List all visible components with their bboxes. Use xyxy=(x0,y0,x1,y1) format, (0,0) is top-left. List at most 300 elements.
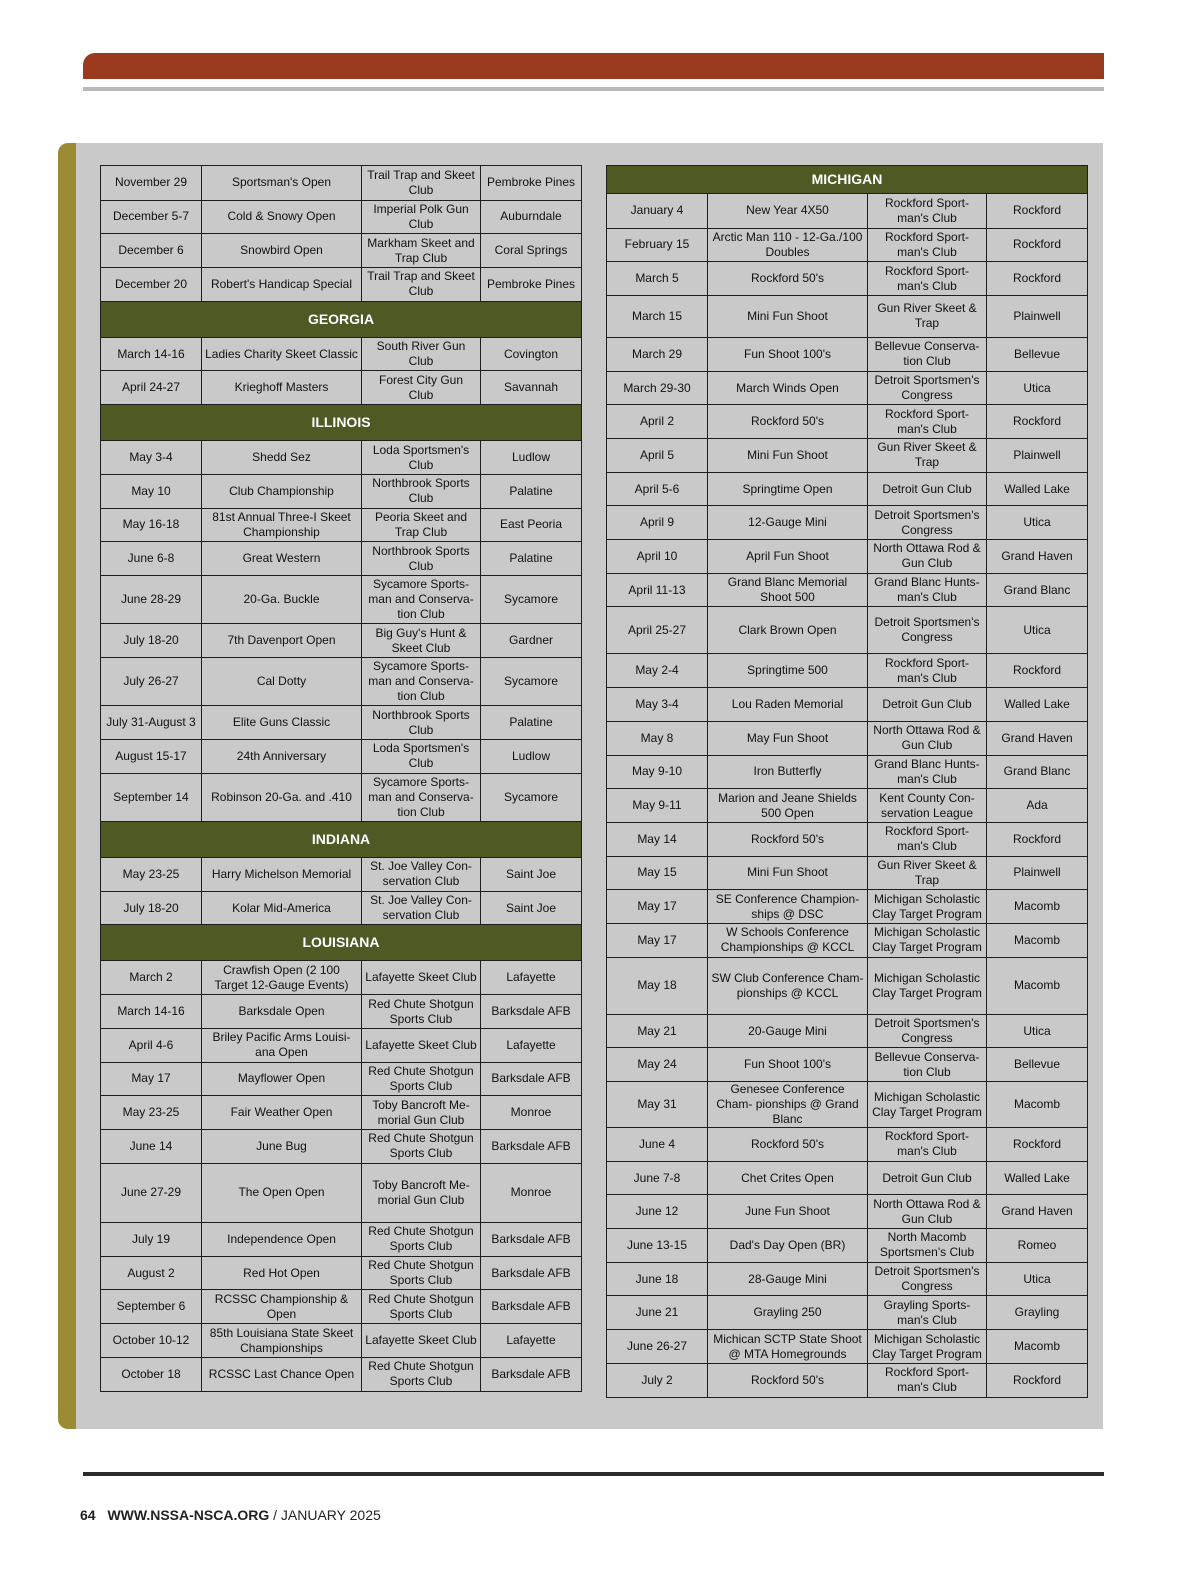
event-club: Imperial Polk Gun Club xyxy=(362,200,481,234)
event-date: March 2 xyxy=(101,961,202,995)
event-date: November 29 xyxy=(101,166,202,201)
event-club: Northbrook Sports Club xyxy=(362,474,481,508)
event-name: Red Hot Open xyxy=(202,1256,362,1290)
event-row xyxy=(101,575,582,623)
event-row xyxy=(101,1290,582,1324)
event-city: Savannah xyxy=(481,371,582,405)
event-club: Detroit Gun Club xyxy=(868,688,987,722)
event-city: Utica xyxy=(987,371,1088,405)
event-city: Macomb xyxy=(987,1082,1088,1128)
event-row xyxy=(607,472,1088,506)
event-club: Bellevue Conserva- tion Club xyxy=(868,1048,987,1082)
event-date: March 14-16 xyxy=(101,337,202,371)
event-club: North Macomb Sportsmen's Club xyxy=(868,1229,987,1263)
event-name: Arctic Man 110 - 12-Ga./100 Doubles xyxy=(708,228,868,262)
event-date: May 15 xyxy=(607,856,708,890)
event-name: New Year 4X50 xyxy=(708,194,868,229)
event-row xyxy=(607,1229,1088,1263)
event-city: Coral Springs xyxy=(481,234,582,268)
event-date: July 26-27 xyxy=(101,657,202,705)
event-name: Springtime Open xyxy=(708,472,868,506)
event-name: Mayflower Open xyxy=(202,1062,362,1096)
schedule-table-right xyxy=(606,165,1088,1398)
event-row xyxy=(101,1256,582,1290)
event-city: Plainwell xyxy=(987,295,1088,337)
event-row xyxy=(607,654,1088,688)
event-name: Robinson 20-Ga. and .410 xyxy=(202,773,362,821)
event-city: Sycamore xyxy=(481,575,582,623)
event-date: January 4 xyxy=(607,194,708,229)
event-club: North Ottawa Rod & Gun Club xyxy=(868,721,987,755)
event-club: Grand Blanc Hunts- man's Club xyxy=(868,573,987,607)
state-header-row xyxy=(101,821,582,857)
event-club: Loda Sportsmen's Club xyxy=(362,441,481,475)
event-club: Michigan Scholastic Clay Target Program xyxy=(868,957,987,1014)
issue-date: / JANUARY 2025 xyxy=(273,1507,381,1523)
event-date: June 28-29 xyxy=(101,575,202,623)
event-club: Rockford Sport- man's Club xyxy=(868,1363,987,1397)
event-city: Barksdale AFB xyxy=(481,1290,582,1324)
event-date: May 3-4 xyxy=(607,688,708,722)
event-date: June 21 xyxy=(607,1296,708,1330)
event-city: Ada xyxy=(987,789,1088,823)
event-city: Barksdale AFB xyxy=(481,1357,582,1391)
event-club: Michigan Scholastic Clay Target Program xyxy=(868,1330,987,1364)
event-date: December 5-7 xyxy=(101,200,202,234)
event-date: August 15-17 xyxy=(101,739,202,773)
state-name: INDIANA xyxy=(101,821,582,857)
event-date: April 5-6 xyxy=(607,472,708,506)
state-header-row xyxy=(101,405,582,441)
event-row xyxy=(607,371,1088,405)
event-row xyxy=(607,957,1088,1014)
event-date: May 16-18 xyxy=(101,508,202,542)
event-name: Robert's Handicap Special xyxy=(202,267,362,301)
event-row xyxy=(101,773,582,821)
state-header-row xyxy=(101,301,582,337)
event-name: 20-Gauge Mini xyxy=(708,1014,868,1048)
event-name: 81st Annual Three-I Skeet Championship xyxy=(202,508,362,542)
event-date: October 18 xyxy=(101,1357,202,1391)
event-city: Sycamore xyxy=(481,773,582,821)
event-name: W Schools Conference Championships @ KCCL xyxy=(708,923,868,957)
event-club: Trail Trap and Skeet Club xyxy=(362,166,481,201)
event-city: Pembroke Pines xyxy=(481,267,582,301)
event-row xyxy=(101,858,582,892)
event-name: Fair Weather Open xyxy=(202,1096,362,1130)
event-row xyxy=(101,441,582,475)
event-name: RCSSC Championship & Open xyxy=(202,1290,362,1324)
event-row xyxy=(101,474,582,508)
event-name: May Fun Shoot xyxy=(708,721,868,755)
event-name: Mini Fun Shoot xyxy=(708,295,868,337)
event-name: Snowbird Open xyxy=(202,234,362,268)
event-row xyxy=(101,508,582,542)
event-city: Monroe xyxy=(481,1163,582,1223)
event-city: Palatine xyxy=(481,706,582,740)
event-name: Dad's Day Open (BR) xyxy=(708,1229,868,1263)
event-club: Gun River Skeet & Trap xyxy=(868,439,987,473)
event-row xyxy=(101,371,582,405)
event-row xyxy=(101,1324,582,1358)
event-name: Rockford 50's xyxy=(708,405,868,439)
event-row xyxy=(607,1048,1088,1082)
event-city: Utica xyxy=(987,1262,1088,1296)
event-club: Toby Bancroft Me- morial Gun Club xyxy=(362,1163,481,1223)
event-row xyxy=(607,1296,1088,1330)
event-date: April 10 xyxy=(607,540,708,574)
event-date: May 14 xyxy=(607,822,708,856)
event-name: Grand Blanc Memorial Shoot 500 xyxy=(708,573,868,607)
event-row xyxy=(101,200,582,234)
event-row xyxy=(101,961,582,995)
event-city: Utica xyxy=(987,1014,1088,1048)
event-club: Lafayette Skeet Club xyxy=(362,961,481,995)
event-date: June 6-8 xyxy=(101,542,202,576)
event-club: Gun River Skeet & Trap xyxy=(868,856,987,890)
event-name: Springtime 500 xyxy=(708,654,868,688)
event-club: Markham Skeet and Trap Club xyxy=(362,234,481,268)
event-date: April 24-27 xyxy=(101,371,202,405)
event-date: April 2 xyxy=(607,405,708,439)
event-row xyxy=(101,624,582,658)
event-club: Sycamore Sports- man and Conserva- tion Club xyxy=(362,657,481,705)
event-city: Utica xyxy=(987,607,1088,654)
event-club: Red Chute Shotgun Sports Club xyxy=(362,995,481,1029)
event-club: Gun River Skeet & Trap xyxy=(868,295,987,337)
event-city: Grayling xyxy=(987,1296,1088,1330)
event-city: Walled Lake xyxy=(987,472,1088,506)
event-name: Great Western xyxy=(202,542,362,576)
site-url: WWW.NSSA-NSCA.ORG xyxy=(107,1507,270,1523)
event-city: Utica xyxy=(987,506,1088,540)
event-name: 7th Davenport Open xyxy=(202,624,362,658)
event-row xyxy=(607,822,1088,856)
event-row xyxy=(101,891,582,925)
event-date: December 20 xyxy=(101,267,202,301)
event-row xyxy=(607,789,1088,823)
event-row xyxy=(101,267,582,301)
event-club: Forest City Gun Club xyxy=(362,371,481,405)
event-city: Ludlow xyxy=(481,739,582,773)
event-date: April 11-13 xyxy=(607,573,708,607)
event-name: Independence Open xyxy=(202,1223,362,1257)
event-name: 28-Gauge Mini xyxy=(708,1262,868,1296)
event-name: June Bug xyxy=(202,1129,362,1163)
event-club: Sycamore Sports- man and Conserva- tion Club xyxy=(362,575,481,623)
event-row xyxy=(607,688,1088,722)
event-date: May 17 xyxy=(607,923,708,957)
event-club: Grand Blanc Hunts- man's Club xyxy=(868,755,987,789)
event-city: Rockford xyxy=(987,228,1088,262)
event-club: Big Guy's Hunt & Skeet Club xyxy=(362,624,481,658)
event-city: Rockford xyxy=(987,1128,1088,1162)
event-city: Bellevue xyxy=(987,1048,1088,1082)
event-city: Grand Blanc xyxy=(987,573,1088,607)
event-date: June 4 xyxy=(607,1128,708,1162)
event-name: Briley Pacific Arms Louisi- ana Open xyxy=(202,1028,362,1062)
event-name: Fun Shoot 100's xyxy=(708,1048,868,1082)
event-city: Barksdale AFB xyxy=(481,1129,582,1163)
event-club: Kent County Con- servation League xyxy=(868,789,987,823)
event-city: Rockford xyxy=(987,822,1088,856)
event-name: The Open Open xyxy=(202,1163,362,1223)
event-name: SW Club Conference Cham- pionships @ KCCL xyxy=(708,957,868,1014)
header-rule xyxy=(83,87,1104,91)
event-name: June Fun Shoot xyxy=(708,1195,868,1229)
event-name: Club Championship xyxy=(202,474,362,508)
event-city: Romeo xyxy=(987,1229,1088,1263)
event-row xyxy=(101,1028,582,1062)
event-club: Northbrook Sports Club xyxy=(362,542,481,576)
event-city: Rockford xyxy=(987,262,1088,296)
event-date: May 24 xyxy=(607,1048,708,1082)
event-club: Red Chute Shotgun Sports Club xyxy=(362,1290,481,1324)
event-row xyxy=(607,194,1088,229)
event-city: Palatine xyxy=(481,474,582,508)
event-date: July 19 xyxy=(101,1223,202,1257)
event-name: Cold & Snowy Open xyxy=(202,200,362,234)
event-club: North Ottawa Rod & Gun Club xyxy=(868,1195,987,1229)
event-date: May 17 xyxy=(101,1062,202,1096)
event-row xyxy=(101,337,582,371)
event-row xyxy=(607,228,1088,262)
event-club: St. Joe Valley Con- servation Club xyxy=(362,891,481,925)
event-name: Ladies Charity Skeet Classic xyxy=(202,337,362,371)
event-name: Marion and Jeane Shields 500 Open xyxy=(708,789,868,823)
event-city: Pembroke Pines xyxy=(481,166,582,201)
event-row xyxy=(607,337,1088,371)
event-row xyxy=(607,295,1088,337)
event-name: Crawfish Open (2 100 Target 12-Gauge Events) xyxy=(202,961,362,995)
event-city: Rockford xyxy=(987,405,1088,439)
event-date: June 18 xyxy=(607,1262,708,1296)
event-name: 24th Anniversary xyxy=(202,739,362,773)
event-city: Grand Haven xyxy=(987,540,1088,574)
event-name: Fun Shoot 100's xyxy=(708,337,868,371)
event-city: Plainwell xyxy=(987,439,1088,473)
event-city: Rockford xyxy=(987,1363,1088,1397)
event-name: Rockford 50's xyxy=(708,822,868,856)
event-row xyxy=(607,721,1088,755)
event-city: East Peoria xyxy=(481,508,582,542)
event-name: 12-Gauge Mini xyxy=(708,506,868,540)
event-city: Walled Lake xyxy=(987,1161,1088,1195)
event-name: Mini Fun Shoot xyxy=(708,856,868,890)
event-row xyxy=(607,506,1088,540)
event-row xyxy=(607,607,1088,654)
event-date: March 29-30 xyxy=(607,371,708,405)
event-city: Saint Joe xyxy=(481,858,582,892)
event-date: July 18-20 xyxy=(101,624,202,658)
event-city: Bellevue xyxy=(987,337,1088,371)
state-name: GEORGIA xyxy=(101,301,582,337)
event-club: Red Chute Shotgun Sports Club xyxy=(362,1062,481,1096)
event-row xyxy=(101,1129,582,1163)
event-city: Lafayette xyxy=(481,1324,582,1358)
event-row xyxy=(101,657,582,705)
event-name: Cal Dotty xyxy=(202,657,362,705)
event-row xyxy=(607,540,1088,574)
event-club: Detroit Gun Club xyxy=(868,472,987,506)
state-name: ILLINOIS xyxy=(101,405,582,441)
event-date: September 14 xyxy=(101,773,202,821)
event-club: Northbrook Sports Club xyxy=(362,706,481,740)
event-city: Saint Joe xyxy=(481,891,582,925)
event-date: May 2-4 xyxy=(607,654,708,688)
event-city: Rockford xyxy=(987,654,1088,688)
event-date: May 3-4 xyxy=(101,441,202,475)
event-row xyxy=(607,262,1088,296)
event-row xyxy=(607,1363,1088,1397)
event-name: Rockford 50's xyxy=(708,1128,868,1162)
event-row xyxy=(607,1195,1088,1229)
event-city: Walled Lake xyxy=(987,688,1088,722)
event-club: Rockford Sport- man's Club xyxy=(868,654,987,688)
page-footer xyxy=(80,1507,381,1523)
event-club: Rockford Sport- man's Club xyxy=(868,405,987,439)
schedule-table-left xyxy=(100,165,582,1392)
event-club: Detroit Sportsmen's Congress xyxy=(868,1014,987,1048)
event-city: Ludlow xyxy=(481,441,582,475)
event-club: Bellevue Conserva- tion Club xyxy=(868,337,987,371)
state-name: LOUISIANA xyxy=(101,925,582,961)
event-name: Sportsman's Open xyxy=(202,166,362,201)
event-name: Clark Brown Open xyxy=(708,607,868,654)
event-name: March Winds Open xyxy=(708,371,868,405)
event-date: July 18-20 xyxy=(101,891,202,925)
event-city: Barksdale AFB xyxy=(481,995,582,1029)
event-club: Rockford Sport- man's Club xyxy=(868,194,987,229)
event-club: Detroit Sportsmen's Congress xyxy=(868,506,987,540)
event-date: September 6 xyxy=(101,1290,202,1324)
event-date: May 10 xyxy=(101,474,202,508)
event-club: St. Joe Valley Con- servation Club xyxy=(362,858,481,892)
event-date: February 15 xyxy=(607,228,708,262)
event-city: Macomb xyxy=(987,1330,1088,1364)
event-row xyxy=(607,923,1088,957)
event-date: March 29 xyxy=(607,337,708,371)
event-date: March 15 xyxy=(607,295,708,337)
event-city: Auburndale xyxy=(481,200,582,234)
event-city: Plainwell xyxy=(987,856,1088,890)
event-city: Macomb xyxy=(987,923,1088,957)
event-date: April 4-6 xyxy=(101,1028,202,1062)
event-city: Covington xyxy=(481,337,582,371)
event-row xyxy=(101,1163,582,1223)
event-club: Red Chute Shotgun Sports Club xyxy=(362,1223,481,1257)
event-name: Lou Raden Memorial xyxy=(708,688,868,722)
event-club: Lafayette Skeet Club xyxy=(362,1028,481,1062)
event-city: Gardner xyxy=(481,624,582,658)
event-date: December 6 xyxy=(101,234,202,268)
event-date: May 17 xyxy=(607,890,708,924)
event-date: July 31-August 3 xyxy=(101,706,202,740)
event-club: Sycamore Sports- man and Conserva- tion Club xyxy=(362,773,481,821)
event-row xyxy=(607,1330,1088,1364)
event-club: Michigan Scholastic Clay Target Program xyxy=(868,923,987,957)
event-name: 20-Ga. Buckle xyxy=(202,575,362,623)
event-club: Michigan Scholastic Clay Target Program xyxy=(868,1082,987,1128)
event-row xyxy=(607,755,1088,789)
event-date: March 5 xyxy=(607,262,708,296)
event-city: Barksdale AFB xyxy=(481,1223,582,1257)
event-row xyxy=(101,1357,582,1391)
event-club: Toby Bancroft Me- morial Gun Club xyxy=(362,1096,481,1130)
event-name: Iron Butterfly xyxy=(708,755,868,789)
event-club: Lafayette Skeet Club xyxy=(362,1324,481,1358)
event-club: South River Gun Club xyxy=(362,337,481,371)
event-city: Barksdale AFB xyxy=(481,1256,582,1290)
event-row xyxy=(607,1082,1088,1128)
event-club: Detroit Sportsmen's Congress xyxy=(868,1262,987,1296)
event-date: June 26-27 xyxy=(607,1330,708,1364)
event-date: May 9-10 xyxy=(607,755,708,789)
event-row xyxy=(101,234,582,268)
event-date: April 5 xyxy=(607,439,708,473)
event-row xyxy=(607,439,1088,473)
event-date: May 21 xyxy=(607,1014,708,1048)
event-date: April 9 xyxy=(607,506,708,540)
event-name: Harry Michelson Memorial xyxy=(202,858,362,892)
event-club: Detroit Sportsmen's Congress xyxy=(868,371,987,405)
event-city: Grand Haven xyxy=(987,1195,1088,1229)
event-row xyxy=(101,542,582,576)
event-city: Grand Blanc xyxy=(987,755,1088,789)
event-name: April Fun Shoot xyxy=(708,540,868,574)
event-club: Loda Sportsmen's Club xyxy=(362,739,481,773)
header-bar xyxy=(83,53,1104,79)
event-row xyxy=(607,1161,1088,1195)
event-club: Red Chute Shotgun Sports Club xyxy=(362,1357,481,1391)
event-club: Michigan Scholastic Clay Target Program xyxy=(868,890,987,924)
event-name: Barksdale Open xyxy=(202,995,362,1029)
event-club: Rockford Sport- man's Club xyxy=(868,228,987,262)
event-name: Shedd Sez xyxy=(202,441,362,475)
event-name: SE Conference Champion- ships @ DSC xyxy=(708,890,868,924)
event-row xyxy=(101,1223,582,1257)
event-club: Peoria Skeet and Trap Club xyxy=(362,508,481,542)
footer-rule xyxy=(83,1472,1104,1476)
event-row xyxy=(101,166,582,201)
event-city: Lafayette xyxy=(481,961,582,995)
event-date: June 13-15 xyxy=(607,1229,708,1263)
event-city: Macomb xyxy=(987,957,1088,1014)
event-row xyxy=(101,739,582,773)
event-name: Genesee Conference Cham- pionships @ Grand Blanc xyxy=(708,1082,868,1128)
event-name: Grayling 250 xyxy=(708,1296,868,1330)
event-city: Rockford xyxy=(987,194,1088,229)
event-city: Macomb xyxy=(987,890,1088,924)
event-date: June 12 xyxy=(607,1195,708,1229)
event-date: October 10-12 xyxy=(101,1324,202,1358)
event-name: Mini Fun Shoot xyxy=(708,439,868,473)
event-date: May 31 xyxy=(607,1082,708,1128)
event-date: March 14-16 xyxy=(101,995,202,1029)
event-club: Grayling Sports- man's Club xyxy=(868,1296,987,1330)
event-club: Red Chute Shotgun Sports Club xyxy=(362,1256,481,1290)
event-name: Kolar Mid-America xyxy=(202,891,362,925)
event-club: Rockford Sport- man's Club xyxy=(868,1128,987,1162)
state-name: MICHIGAN xyxy=(607,166,1088,194)
event-club: North Ottawa Rod & Gun Club xyxy=(868,540,987,574)
page-number: 64 xyxy=(80,1507,96,1523)
state-header-row xyxy=(101,925,582,961)
event-date: July 2 xyxy=(607,1363,708,1397)
event-row xyxy=(607,1128,1088,1162)
event-row xyxy=(607,1014,1088,1048)
event-date: April 25-27 xyxy=(607,607,708,654)
